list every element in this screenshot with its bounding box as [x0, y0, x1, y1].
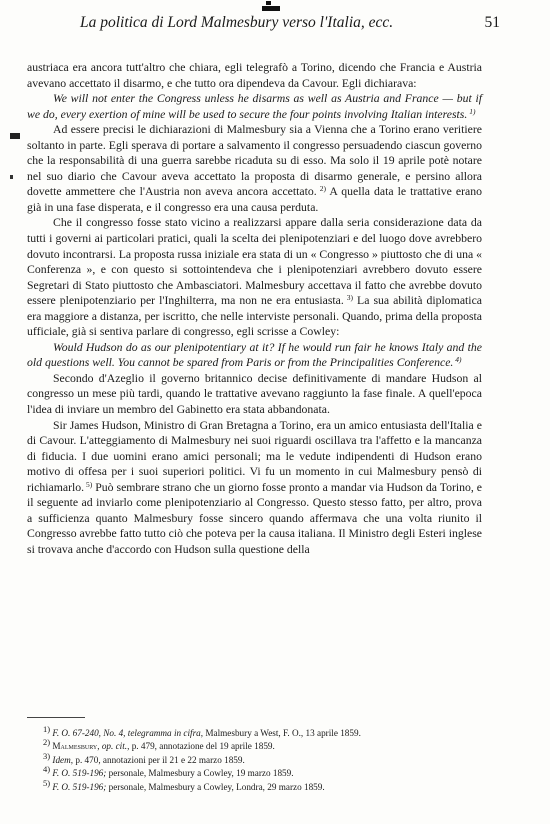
footnote-number: 1) — [43, 724, 51, 734]
footnote — [27, 750, 482, 767]
footnote-number: 4) — [43, 764, 51, 775]
running-header — [80, 14, 500, 38]
footnote-ref: 5) — [84, 479, 93, 489]
paragraph — [27, 371, 482, 418]
margin-dot — [10, 175, 13, 179]
footnote-number: 5) — [43, 777, 51, 788]
paragraph-text: Would Hudson do as our plenipotentiary at it? If he would run fair he knows Italy and the old questions well. You cannot be spared from Paris or from the Principalities Conference. — [27, 340, 482, 370]
footnote-ref: 4) — [453, 355, 462, 365]
block-quote — [27, 91, 482, 122]
footnote-text: personale, Malmesbury a Cowley, 19 marzo 1859. — [106, 768, 294, 779]
footnote-text: Malmesbury a West, F. O., 13 aprile 1859. — [203, 728, 361, 738]
paragraph-text: A quella data le trattative erano già in una fase disperata, e il congresso era una causa perduta. — [27, 185, 482, 214]
paragraph-text: Può sembrare strano che un giorno fosse pronto a mandar via Hudson da Torino, e il seguente ad inviarlo come plenipotenziario al Congresso. Questo stesso fatto, per altro, prova a sufficienza quanto Malmesbury fosse sincero quando affermava che una volta riunito il Congresso avrebbe fatto tutto ciò che poteva per la causa italiana. Il Ministro degli Esteri inglese si trovava anche d'accordo con Hudson sulla questione della — [27, 480, 483, 556]
block-quote — [27, 340, 482, 371]
footnote-text: F. O. 519-196; — [52, 781, 107, 792]
footnote-number: 2) — [43, 737, 51, 748]
paragraph — [27, 122, 482, 215]
paragraph — [27, 215, 482, 339]
paragraph-text: La sua abilità diplomatica era maggiore a distanza, per iscritto, che nelle interviste personali. Quando, prima della proposta ufficiale, già si sentiva parlare di congresso, egli scrisse a Cowley: — [27, 294, 483, 339]
footnote-number: 3) — [43, 750, 51, 761]
paragraph-text: Sir James Hudson, Ministro di Gran Bretagna a Torino, era un amico entusiasta dell'Italia e di Cavour. L'atteggiamento di Malmesbury nei suoi riguardi oscillava tra l'affetto e la mancanza di fiducia. I due uomini erano amici personali; ma le vedute indipendenti di Hudson erano motivo di offesa per i suoi superiori politici. Vi fu un momento in cui Malmesbury pensò di richiamarlo. — [27, 418, 482, 494]
footnote-rule — [27, 717, 85, 718]
footnote-text: F. O. 519-196; — [52, 768, 107, 779]
body-text — [27, 60, 482, 558]
footnote — [27, 777, 482, 794]
paragraph — [27, 60, 482, 91]
footnote — [27, 724, 482, 740]
footnote-text: F. O. 67-240, No. 4, telegramma in cifra, — [52, 728, 204, 738]
paragraph-text: Che il congresso fosse stato vicino a realizzarsi appare dalla seria considerazione data da tutti i governi ai particolari pratici, quali la scelta dei plenipotenziari e del luogo dove avrebbero dovuto incontrarsi. La proposta russa iniziale era stata di un « Congresso » piuttosto che di una « Conferenza », e con questo si sottointendeva che i plenipotenziari avrebbero dovuto essere Segretari di Stato piuttosto che Ambasciatori. Malmesbury accettava il fatto che avrebbe dovuto essere plenipotenziario per l'Inghilterra, ma non ne era entusiasta. — [27, 216, 482, 308]
paragraph — [27, 418, 482, 558]
footnote-text: Malmesbury, — [52, 741, 100, 752]
footnote-text: p. 479, annotazione del 19 aprile 1859. — [129, 741, 275, 752]
footnote — [27, 737, 482, 753]
footnote-ref: 2) — [316, 184, 326, 194]
footnote-text: p. 470, annotazioni per il 21 e 22 marzo 1859. — [73, 754, 245, 765]
paragraph-text: austriaca era ancora tutt'altro che chiara, egli telegrafò a Torino, dicendo che Francia e Austria avevano accettato il disarmo, e che tutto ora dipendeva da Cavour. Egli dichiarava: — [27, 61, 482, 90]
footnote-text: op. cit., — [99, 741, 130, 752]
footnote-ref: 3) — [343, 293, 354, 303]
paragraph-text: Secondo d'Azeglio il governo britannico decise definitivamente di mandare Hudson al congresso un mese più tardi, quando le trattative avevano raggiunto la fase finale. A quell'epoca l'idea di inviare un membro del Gabinetto era stata abbandonata. — [27, 371, 482, 417]
running-title: La politica di Lord Malmesbury verso l'Italia, ecc. — [80, 14, 394, 31]
footnote-text: personale, Malmesbury a Cowley, Londra, 29 marzo 1859. — [106, 781, 325, 792]
footnote — [27, 764, 482, 780]
paragraph-text: We will not enter the Congress unless he disarms as well as Austria and France — but if we do, every exertion of mine will be used to secure the four points involving Italian interests. — [27, 92, 482, 121]
page-number: 51 — [484, 14, 500, 31]
footnotes — [27, 724, 482, 794]
footnote-text: Idem, — [52, 754, 74, 765]
print-mark — [262, 1, 280, 11]
paragraph-text: Ad essere precisi le dichiarazioni di Malmesbury sia a Vienna che a Torino erano veritiere soltanto in parte. Egli sperava di portare a salvamento il congresso persuadendo ciascun governo che la responsabilità di una guerra sarebbe ricaduta su di esso. Ma solo il 19 aprile potè notare nel suo diario che Cavour aveva accettato la proposta di disarmo generale, e persino allora dovette ammettere che l'Austria non aveva ancora accettato. — [27, 123, 482, 199]
margin-mark — [10, 133, 20, 139]
footnote-ref: 1) — [467, 106, 476, 116]
